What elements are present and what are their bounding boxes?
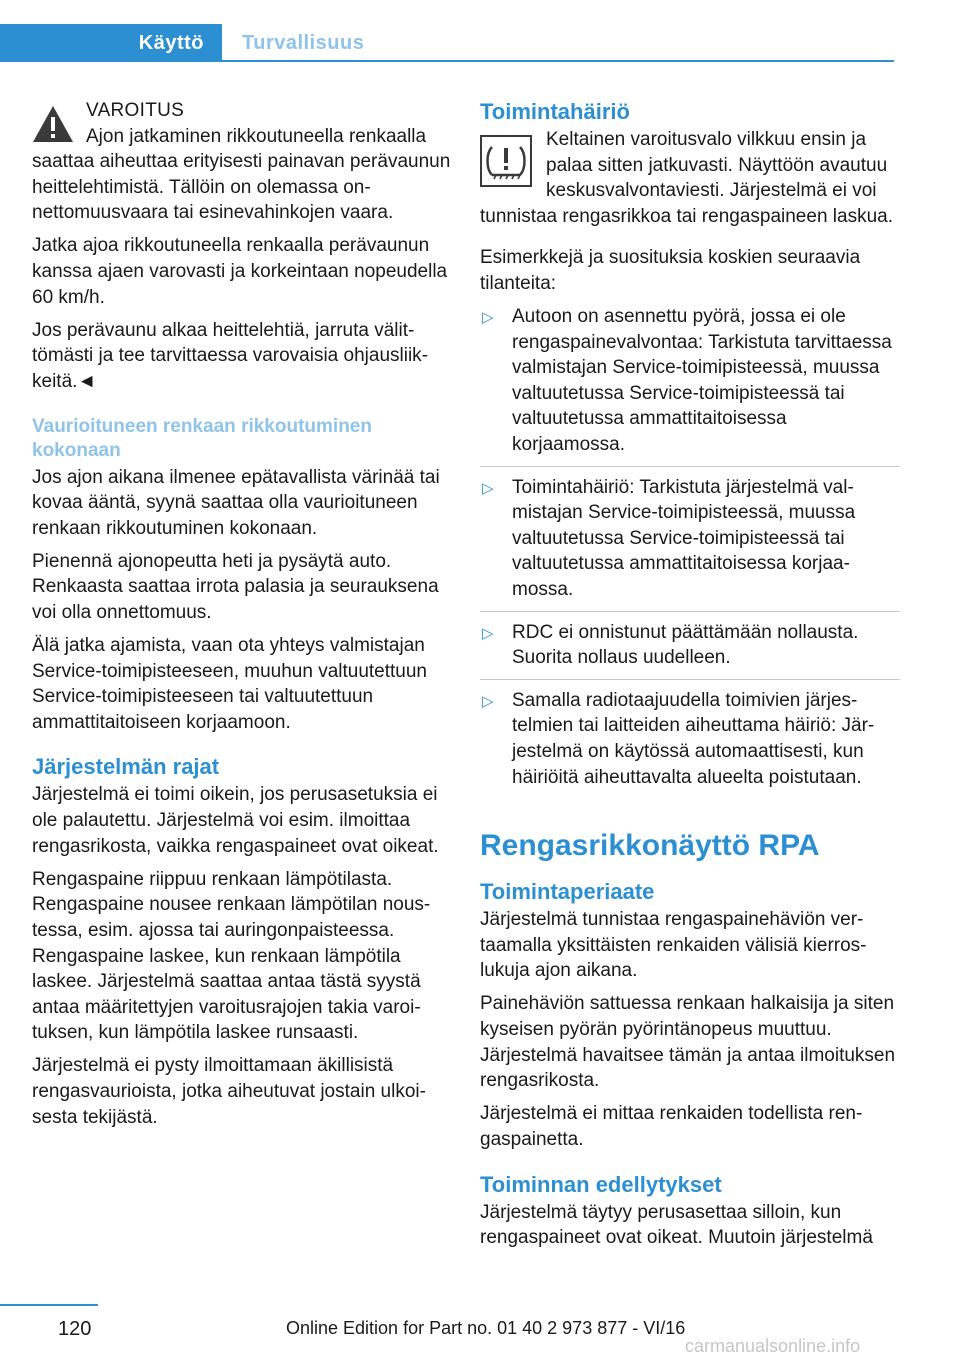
list-item-text: RDC ei onnistunut päättämään nollausta. Suorita nollaus uudelleen. — [512, 621, 859, 669]
watermark: carmanualsonline.info — [685, 1336, 861, 1356]
warning-triangle-icon — [32, 104, 74, 144]
section-heading-principle: Toimintaperiaate — [480, 879, 655, 905]
list-item — [480, 620, 900, 680]
section-heading-fault: Toimintahäiriö — [480, 99, 630, 124]
fault-text: Keltainen varoitusvalo vilkkuu ensin ja palaa sitten jatkuvasti. Näyttöön avautuu keskusvalvontaviesti. Järjestelmä ei voi tunnistaa rengasrikkoa tai rengaspaineen laskua. — [480, 129, 893, 227]
tab-kaytto[interactable]: Käyttö — [0, 24, 222, 62]
header-divider — [0, 60, 894, 62]
section-heading-requirements: Toiminnan edellytykset — [480, 1171, 722, 1197]
chapter-heading-rpa: Rengasrikkonäyttö RPA — [480, 829, 820, 863]
paragraph: Jatka ajoa rikkoutuneella renkaalla perävaunun kanssa ajaen varovasti ja korkeintaan nopeudella 60 km/h. — [32, 235, 448, 308]
list-item-text: Autoon on asennettu pyörä, jossa ei ole rengaspainevalvontaa: Tarkistuta tarvittaessa valmistajan Service-toimipisteessä, muussa valtuutetussa Service-toimipisteessä tai valtuutetussa ammattitaitoisessa korjaamossa. — [512, 306, 892, 456]
tab-turvallisuus[interactable]: Turvallisuus — [242, 31, 365, 54]
paragraph: Jos perävaunu alkaa heittelehtiä, jarruta välittömästi ja tee tarvittaessa varovaisia ohjausliikkeitä.◄ — [32, 319, 429, 392]
paragraph: Älä jatka ajamista, vaan ota yhteys valmistajan Service-toimipisteeseen, muuhun valtuutettuun Service-toimipisteeseen tai valtuutettuun ammattitaitoiseen korjaamoon. — [32, 635, 428, 733]
warning-title: VAROITUS — [86, 100, 185, 121]
paragraph: Järjestelmä ei toimi oikein, jos perusasetuksia ei ole palautettu. Järjestelmä voi esim. ilmoittaa rengasrikosta, vaikka rengaspaineet ovat oikeat. — [32, 784, 439, 857]
list-item-text: Samalla radiotaajuudella toimivien järjestelmien tai laitteiden aiheuttama häiriö: Järjestelmä on käytössä automaattisesti, kun häiriöitä aiheuttavalta alueelta poistutaan. — [512, 689, 875, 788]
paragraph: Pienennä ajonopeutta heti ja pysäytä auto. Renkaasta saattaa irrota palasia ja seurauksena voi olla onnettomuus. — [32, 550, 439, 623]
paragraph: Painehäviön sattuessa renkaan halkaisija ja siten kyseisen pyörän pyörintänopeus muuttuu. Järjestelmä havaitsee tämän ja antaa ilmoituksen rengasrikosta. — [480, 993, 896, 1092]
left-column — [32, 98, 452, 1138]
page-header — [0, 0, 960, 62]
list-item — [480, 475, 900, 612]
warning-text: Ajon jatkaminen rikkoutuneella renkaalla saattaa aiheuttaa erityisesti painavan perävaunun heittelehtimistä. Tällöin on olemassa onnettomuusvaara tai esinevahinkojen vaara. — [32, 125, 451, 224]
page-number: 120 — [58, 1318, 92, 1340]
paragraph: Järjestelmä ei pysty ilmoittamaan äkillisistä rengasvaurioista, jotka aiheutuvat jostain ulkoisesta tekijästä. — [32, 1055, 426, 1128]
warning-block — [32, 98, 452, 226]
recommendation-list — [480, 304, 900, 798]
triangle-bullet-icon: ▷ — [482, 692, 494, 710]
paragraph: Järjestelmä ei mittaa renkaiden todellista rengaspainetta. — [480, 1103, 863, 1150]
triangle-bullet-icon: ▷ — [482, 624, 494, 642]
list-item — [480, 688, 900, 798]
paragraph: Rengaspaine riippuu renkaan lämpötilasta. Rengaspaine nousee renkaan lämpötilan noustessa, esim. ajossa tai auringonpaisteessa. Rengaspaine laskee, kun renkaan lämpötila laskee. Järjestelmä saattaa antaa tästä syystä antaa määritettyjen varoitusrajojen takia varoituksen, kun lämpötila laskee runsaasti. — [32, 868, 431, 1044]
list-item — [480, 304, 900, 467]
triangle-bullet-icon: ▷ — [482, 479, 494, 497]
paragraph: Järjestelmä tunnistaa rengaspainehäviön vertaamalla yksittäisten renkaiden välisiä kierroslukuja ajon aikana. — [480, 909, 867, 982]
paragraph: Jos ajon aikana ilmenee epätavallista värinää tai kovaa ääntä, syynä saattaa olla vaurioituneen renkaan rikkoutuminen kokonaan. — [32, 466, 440, 539]
list-item-text: Toimintahäiriö: Tarkistuta järjestelmä valmistajan Service-toimipisteessä, muussa valtuutetussa Service-toimipisteessä tai valtuutetussa ammattitaitoisessa korjaamossa. — [512, 476, 856, 600]
paragraph: Esimerkkejä ja suosituksia koskien seuraavia tilanteita: — [480, 247, 861, 294]
tire-pressure-warning-icon — [480, 135, 532, 187]
triangle-bullet-icon: ▷ — [482, 309, 494, 327]
section-heading-limits: Järjestelmän rajat — [32, 754, 220, 780]
fault-block — [480, 127, 900, 229]
paragraph: Järjestelmä täytyy perusasettaa silloin, kun rengaspaineet ovat oikeat. Muutoin järjestelmä — [480, 1201, 873, 1249]
section-subheading: Vaurioituneen renkaan rikkoutuminen kokonaan — [32, 415, 372, 461]
right-column — [480, 98, 900, 1258]
edition-text: Online Edition for Part no. 01 40 2 973 877 - VI/16 — [286, 1318, 686, 1338]
footer-divider — [0, 1304, 98, 1306]
